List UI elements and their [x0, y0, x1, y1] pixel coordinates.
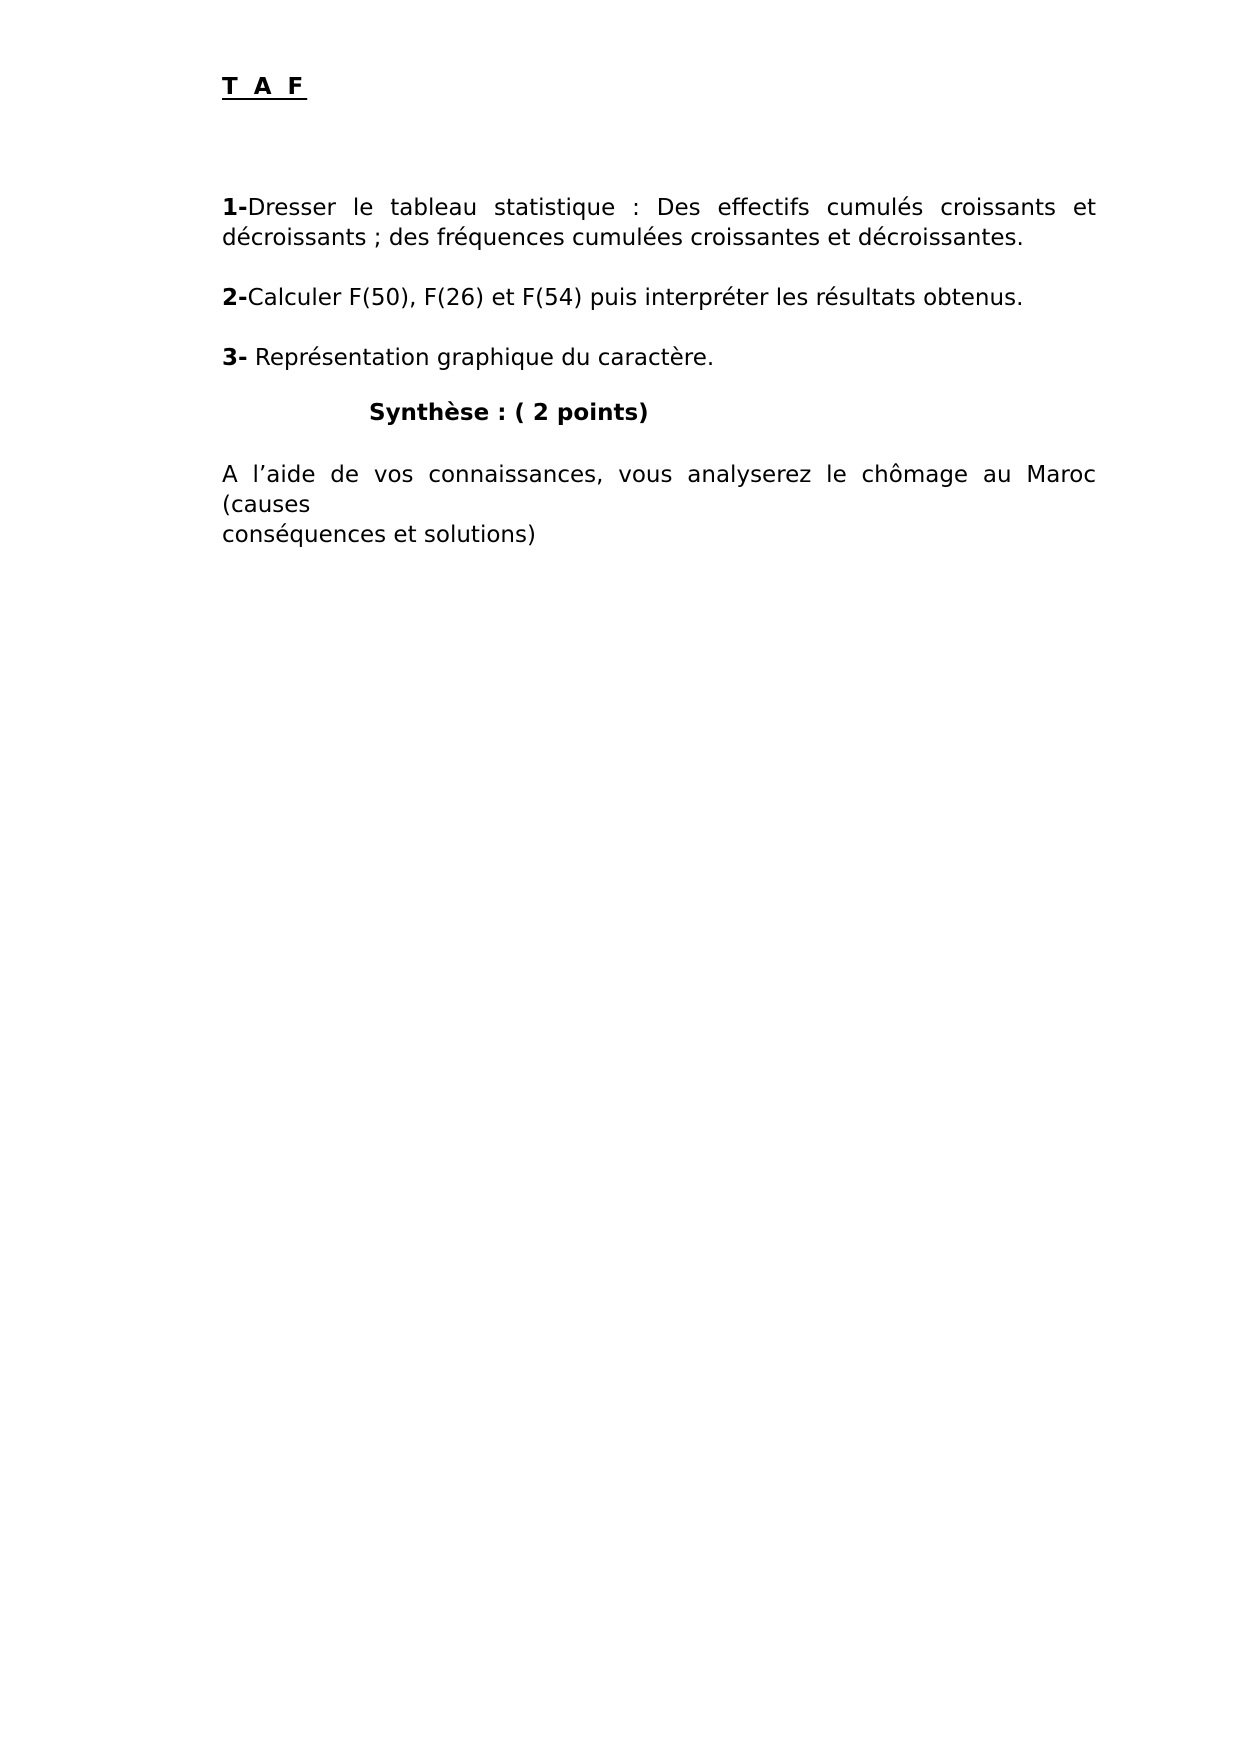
question-1-line-1	[222, 193, 1096, 223]
question-2-text: Calculer F(50), F(26) et F(54) puis interpréter les résultats obtenus.	[247, 285, 1024, 311]
synthese-line-1: A l’aide de vos connaissances, vous analyserez le chômage au Maroc (causes	[222, 462, 1096, 518]
question-1	[222, 193, 1096, 253]
question-1-text-line-1: Dresser le tableau statistique : Des effectifs cumulés croissants et	[247, 195, 1096, 221]
synthese-title: Synthèse : ( 2 points)	[369, 400, 649, 426]
question-3	[222, 343, 1096, 373]
question-1-number: 1-	[222, 195, 248, 221]
synthese-line-2: conséquences et solutions)	[222, 522, 536, 548]
page-heading: T A F	[222, 74, 308, 100]
question-2	[222, 283, 1096, 313]
question-2-number: 2-	[222, 285, 248, 311]
question-1-text-line-2: décroissants ; des fréquences cumulées croissantes et décroissantes.	[222, 225, 1024, 251]
synthese-paragraph	[222, 460, 1096, 550]
question-3-number: 3-	[222, 345, 248, 371]
question-3-text: Représentation graphique du caractère.	[247, 345, 715, 371]
